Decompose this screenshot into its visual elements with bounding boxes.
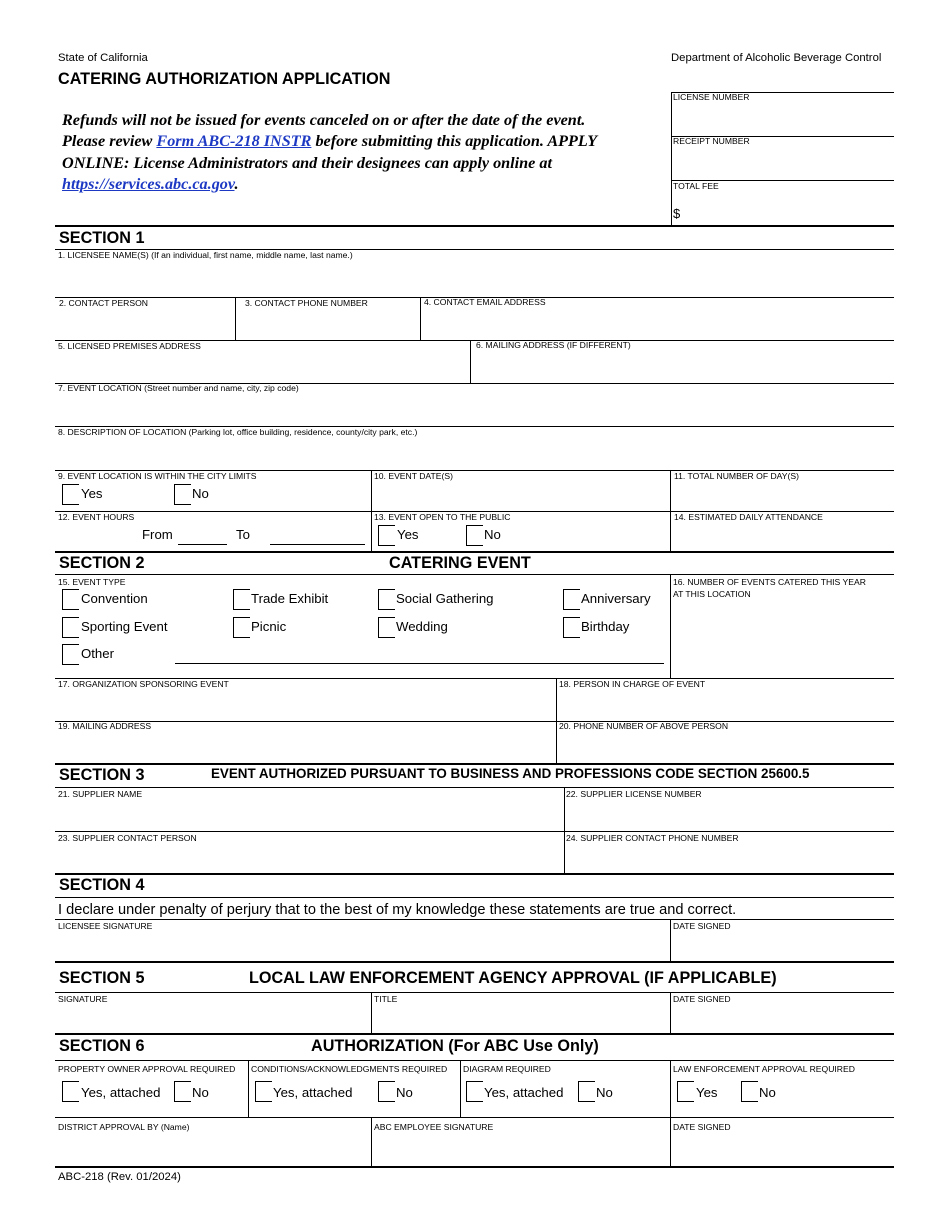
within-city-label: 9. EVENT LOCATION IS WITHIN THE CITY LIMITS — [58, 471, 257, 481]
abc-employee-signature-label: ABC EMPLOYEE SIGNATURE — [374, 1122, 494, 1132]
section5-heading: SECTION 5 — [59, 969, 145, 987]
supplier-name-field[interactable] — [56, 801, 562, 830]
birthday-checkbox[interactable] — [563, 617, 580, 638]
col-line — [670, 574, 671, 678]
convention-label: Convention — [81, 591, 148, 606]
social-gathering-checkbox[interactable] — [378, 589, 395, 610]
row-line — [55, 1060, 894, 1061]
other-checkbox[interactable] — [62, 644, 79, 665]
col-line — [371, 1117, 372, 1166]
property-owner-yes-checkbox[interactable] — [62, 1081, 79, 1102]
section-rule — [55, 763, 894, 765]
section6-date-signed-label: DATE SIGNED — [673, 1122, 731, 1132]
daily-attendance-field[interactable] — [672, 524, 892, 550]
org-sponsoring-label: 17. ORGANIZATION SPONSORING EVENT — [58, 679, 229, 689]
licensee-names-field[interactable] — [56, 262, 892, 296]
licensee-signature-label: LICENSEE SIGNATURE — [58, 921, 153, 931]
section4-heading: SECTION 4 — [59, 876, 145, 894]
location-description-label: 8. DESCRIPTION OF LOCATION (Parking lot, office building, residence, county/city park, etc.) — [58, 427, 418, 437]
col-line — [670, 992, 671, 1033]
anniversary-label: Anniversary — [581, 591, 651, 606]
phone-above-field[interactable] — [558, 733, 892, 762]
declaration-text: I declare under penalty of perjury that to the best of my knowledge these statements are true and correct. — [58, 902, 737, 918]
location-description-field[interactable] — [56, 439, 892, 469]
department-label: Department of Alcoholic Beverage Control — [671, 52, 882, 64]
daily-attendance-label: 14. ESTIMATED DAILY ATTENDANCE — [674, 512, 823, 522]
section2-title: CATERING EVENT — [389, 554, 531, 572]
within-city-no-label: No — [192, 486, 209, 501]
diagram-no-label: No — [596, 1085, 613, 1100]
sponsor-mailing-label: 19. MAILING ADDRESS — [58, 721, 152, 731]
picnic-label: Picnic — [251, 619, 287, 634]
col-line — [420, 297, 421, 340]
event-dates-label: 10. EVENT DATE(S) — [374, 471, 453, 481]
law-signature-field[interactable] — [56, 1006, 370, 1031]
col-line — [564, 787, 565, 873]
total-fee-label: TOTAL FEE — [673, 181, 719, 191]
section-rule — [55, 1166, 894, 1168]
district-approval-label: DISTRICT APPROVAL BY (Name) — [58, 1122, 190, 1132]
contact-email-label: 4. CONTACT EMAIL ADDRESS — [424, 297, 546, 307]
section2-heading: SECTION 2 — [59, 554, 145, 572]
within-city-yes-label: Yes — [81, 486, 103, 501]
section1-heading: SECTION 1 — [59, 229, 145, 247]
conditions-yes-label: Yes, attached — [273, 1085, 353, 1100]
law-title-label: TITLE — [374, 994, 398, 1004]
law-enforcement-no-checkbox[interactable] — [741, 1081, 758, 1102]
wedding-label: Wedding — [396, 619, 448, 634]
sponsor-mailing-field[interactable] — [56, 733, 554, 762]
section6-title: AUTHORIZATION (For ABC Use Only) — [311, 1037, 599, 1055]
notice-text-2: before submitting this application. APPLY ONLINE: License Administrators and their designees can apply online at — [62, 132, 597, 172]
contact-email-field[interactable] — [422, 310, 892, 339]
diagram-label: DIAGRAM REQUIRED — [463, 1064, 551, 1074]
property-owner-no-label: No — [192, 1085, 209, 1100]
row-line — [55, 831, 894, 832]
form-title: CATERING AUTHORIZATION APPLICATION — [58, 70, 391, 88]
trade-exhibit-checkbox[interactable] — [233, 589, 250, 610]
premises-address-label: 5. LICENSED PREMISES ADDRESS — [58, 341, 201, 351]
conditions-no-label: No — [396, 1085, 413, 1100]
abc-employee-signature-field[interactable] — [373, 1134, 669, 1164]
sporting-event-checkbox[interactable] — [62, 617, 79, 638]
col-line — [371, 992, 372, 1033]
section5-title: LOCAL LAW ENFORCEMENT AGENCY APPROVAL (IF APPLICABLE) — [249, 969, 777, 987]
row-line — [55, 721, 894, 722]
col-line — [235, 297, 236, 340]
col-line — [670, 1060, 671, 1117]
section4-date-field[interactable] — [672, 933, 892, 959]
row-line — [55, 787, 894, 788]
trade-exhibit-label: Trade Exhibit — [251, 591, 329, 606]
other-label: Other — [81, 646, 114, 661]
law-enforcement-yes-label: Yes — [696, 1085, 718, 1100]
section-rule — [55, 873, 894, 875]
form-number: ABC-218 (Rev. 01/2024) — [58, 1171, 181, 1183]
section3-title: EVENT AUTHORIZED PURSUANT TO BUSINESS AND PROFESSIONS CODE SECTION 25600.5 — [211, 766, 810, 781]
property-owner-yes-label: Yes, attached — [81, 1085, 161, 1100]
event-dates-field[interactable] — [373, 483, 669, 510]
hours-to-label: To — [236, 527, 250, 542]
picnic-checkbox[interactable] — [233, 617, 250, 638]
birthday-label: Birthday — [581, 619, 630, 634]
online-services-link[interactable]: https://services.abc.ca.gov — [62, 174, 235, 193]
col-line — [470, 340, 471, 383]
event-location-field[interactable] — [56, 395, 892, 425]
form-instructions-link[interactable]: Form ABC-218 INSTR — [156, 132, 312, 151]
law-enforcement-label: LAW ENFORCEMENT APPROVAL REQUIRED — [673, 1064, 855, 1074]
convention-checkbox[interactable] — [62, 589, 79, 610]
total-days-field[interactable] — [672, 483, 892, 510]
office-box-divider — [671, 92, 672, 226]
open-public-no-label: No — [484, 527, 501, 542]
law-signature-label: SIGNATURE — [58, 994, 108, 1004]
col-line — [460, 1060, 461, 1117]
open-public-yes-label: Yes — [397, 527, 419, 542]
section5-date-field[interactable] — [672, 1006, 892, 1031]
diagram-yes-label: Yes, attached — [484, 1085, 564, 1100]
section-rule — [55, 961, 894, 963]
premises-address-field[interactable] — [56, 353, 468, 382]
refund-notice — [62, 110, 622, 195]
within-city-no-checkbox[interactable] — [174, 484, 191, 505]
license-number-label: LICENSE NUMBER — [673, 92, 750, 102]
hours-from-field[interactable] — [178, 544, 227, 545]
contact-phone-field[interactable] — [237, 310, 419, 339]
row-line — [55, 992, 894, 993]
within-city-yes-checkbox[interactable] — [62, 484, 79, 505]
district-approval-field[interactable] — [56, 1134, 370, 1164]
event-location-label: 7. EVENT LOCATION (Street number and name, city, zip code) — [58, 383, 299, 393]
conditions-no-checkbox[interactable] — [378, 1081, 395, 1102]
section-rule — [55, 1033, 894, 1035]
licensee-signature-field[interactable] — [56, 933, 668, 959]
total-days-label: 11. TOTAL NUMBER OF DAY(S) — [674, 471, 799, 481]
section-rule — [55, 225, 894, 227]
mailing-address-label: 6. MAILING ADDRESS (IF DIFFERENT) — [476, 340, 631, 350]
col-line — [670, 1117, 671, 1166]
section3-heading: SECTION 3 — [59, 766, 145, 784]
hours-to-field[interactable] — [270, 544, 365, 545]
person-in-charge-label: 18. PERSON IN CHARGE OF EVENT — [559, 679, 706, 689]
diagram-yes-checkbox[interactable] — [466, 1081, 483, 1102]
section-rule — [55, 551, 894, 553]
conditions-label: CONDITIONS/ACKNOWLEDGMENTS REQUIRED — [251, 1064, 448, 1074]
currency-symbol: $ — [673, 206, 681, 221]
sporting-event-label: Sporting Event — [81, 619, 168, 634]
supplier-name-label: 21. SUPPLIER NAME — [58, 789, 143, 799]
supplier-license-field[interactable] — [566, 801, 892, 830]
conditions-yes-checkbox[interactable] — [255, 1081, 272, 1102]
contact-phone-label: 3. CONTACT PHONE NUMBER — [245, 298, 368, 308]
section6-date-field[interactable] — [672, 1134, 892, 1164]
row-line — [55, 897, 894, 898]
anniversary-checkbox[interactable] — [563, 589, 580, 610]
org-sponsoring-field[interactable] — [56, 691, 554, 720]
property-owner-label: PROPERTY OWNER APPROVAL REQUIRED — [58, 1064, 236, 1074]
diagram-no-checkbox[interactable] — [578, 1081, 595, 1102]
open-public-no-checkbox[interactable] — [466, 525, 483, 546]
event-type-label: 15. EVENT TYPE — [58, 577, 126, 587]
contact-person-label: 2. CONTACT PERSON — [59, 298, 148, 308]
receipt-number-label: RECEIPT NUMBER — [673, 136, 750, 146]
open-to-public-label: 13. EVENT OPEN TO THE PUBLIC — [374, 512, 511, 522]
licensee-names-label: 1. LICENSEE NAME(S) (If an individual, first name, middle name, last name.) — [58, 250, 353, 260]
row-line — [55, 919, 894, 920]
state-label: State of California — [58, 52, 148, 64]
law-title-field[interactable] — [373, 1006, 669, 1031]
row-line — [55, 1117, 894, 1118]
events-catered-label: 16. NUMBER OF EVENTS CATERED THIS YEAR — [673, 577, 866, 587]
open-public-yes-checkbox[interactable] — [378, 525, 395, 546]
event-hours-label: 12. EVENT HOURS — [58, 512, 135, 522]
property-owner-no-checkbox[interactable] — [174, 1081, 191, 1102]
supplier-contact-field[interactable] — [56, 845, 562, 872]
row-line — [55, 574, 894, 575]
section6-heading: SECTION 6 — [59, 1037, 145, 1055]
phone-above-label: 20. PHONE NUMBER OF ABOVE PERSON — [559, 721, 729, 731]
section4-date-signed-label: DATE SIGNED — [673, 921, 731, 931]
events-catered-field[interactable] — [672, 602, 892, 676]
supplier-phone-field[interactable] — [566, 845, 892, 872]
supplier-license-label: 22. SUPPLIER LICENSE NUMBER — [566, 789, 702, 799]
supplier-contact-label: 23. SUPPLIER CONTACT PERSON — [58, 833, 197, 843]
mailing-address-field[interactable] — [472, 353, 892, 382]
law-enforcement-no-label: No — [759, 1085, 776, 1100]
col-line — [670, 919, 671, 961]
social-gathering-label: Social Gathering — [396, 591, 494, 606]
hours-from-label: From — [142, 527, 173, 542]
col-line — [248, 1060, 249, 1117]
section5-date-signed-label: DATE SIGNED — [673, 994, 731, 1004]
notice-text-1: Refunds will not be issued for events canceled on or after the date of the event. Please review — [62, 111, 586, 151]
person-in-charge-field[interactable] — [558, 691, 892, 720]
events-catered-label-2: AT THIS LOCATION — [673, 589, 751, 599]
notice-text-3: . — [234, 174, 239, 193]
supplier-phone-label: 24. SUPPLIER CONTACT PHONE NUMBER — [566, 833, 739, 843]
contact-person-field[interactable] — [56, 310, 234, 339]
law-enforcement-yes-checkbox[interactable] — [677, 1081, 694, 1102]
wedding-checkbox[interactable] — [378, 617, 395, 638]
other-description-field[interactable] — [175, 663, 664, 664]
